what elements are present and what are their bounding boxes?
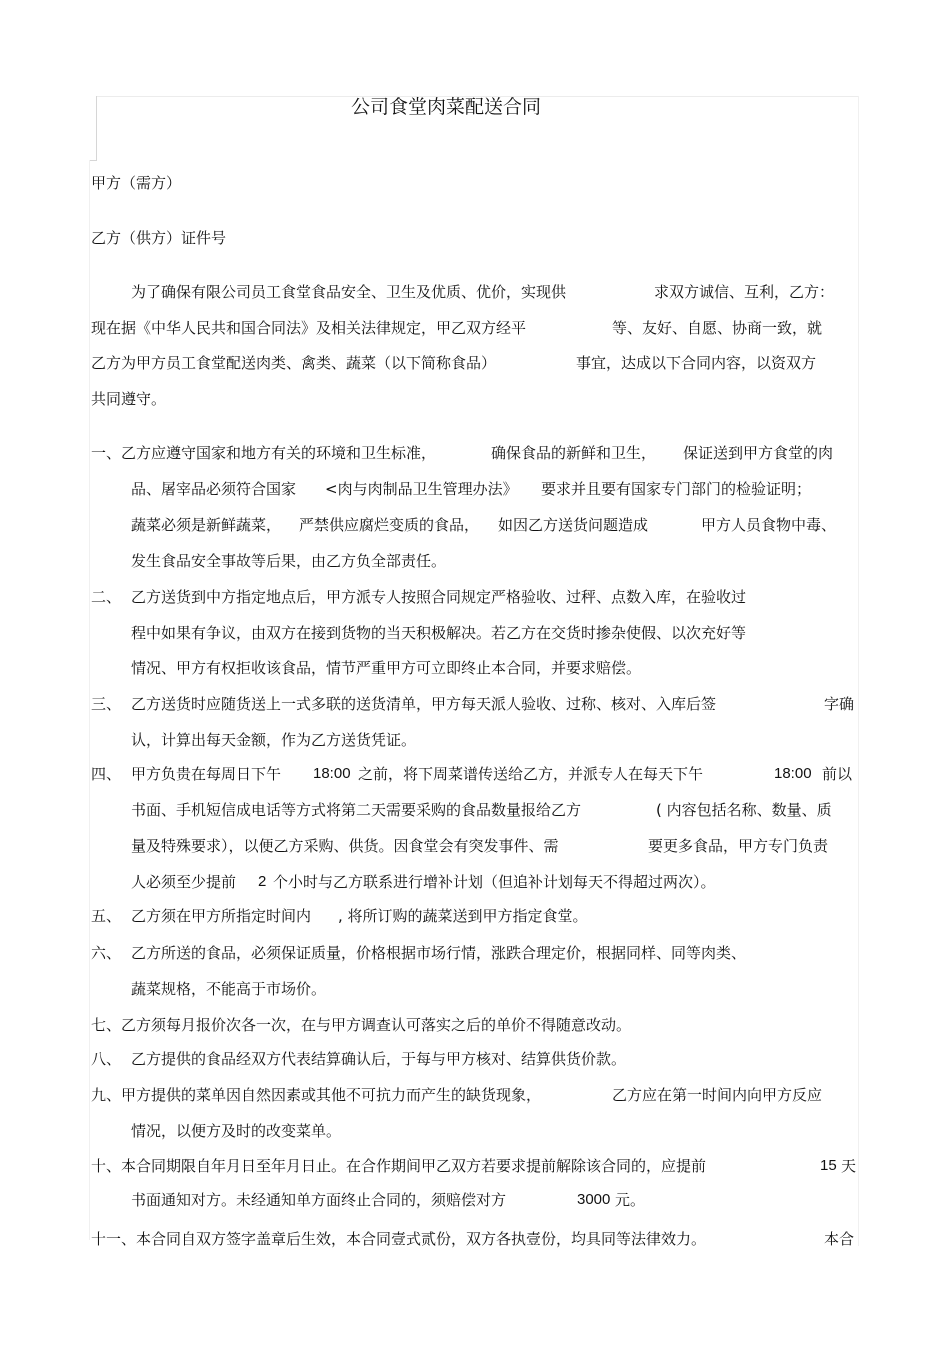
clause-10-days: 15 [820, 1157, 837, 1174]
clause-4-time: 18:00 [313, 765, 351, 782]
document-title: 公司食堂肉菜配送合同 [351, 96, 542, 118]
clause-11-line: 十一、本合同自双方签字盖章后生效，本合同壹式贰份，双方各执壹份，均具同等法律效力。 [91, 1230, 707, 1248]
clause-10-line: 十、本合同期限自年月日至年月日止。在合作期间甲乙双方若要求提前解除该合同的，应提前 [91, 1157, 707, 1175]
clause-4-hours: 2 [258, 873, 267, 890]
clause-number: 二、 [91, 588, 122, 606]
clause-10-amount: 3000 [577, 1191, 611, 1208]
clause-2-line: 程中如果有争议，由双方在接到货物的当天积极解决。若乙方在交货时掺杂使假、以次充好等 [131, 624, 747, 642]
preamble-line: 共同遵守。 [91, 390, 167, 408]
clause-1-line: 确保食品的新鲜和卫生， [491, 444, 657, 462]
clause-9-line: 九、甲方提供的菜单因自然因素或其他不可抗力而产生的缺货现象， [91, 1086, 542, 1104]
clause-4-line: 量及特殊要求），以便乙方采购、供货。因食堂会有突发事件、需 [131, 837, 559, 855]
page-border-right [858, 96, 859, 1246]
clause-11-line: 本合 [824, 1230, 855, 1248]
preamble-line: 事宜，达成以下合同内容，以资双方 [576, 354, 817, 372]
clause-number: 六、 [91, 944, 122, 962]
preamble-line: 为了确保有限公司员工食堂食品安全、卫生及优质、优价，实现供 [131, 283, 567, 301]
page-border-notch [89, 160, 97, 161]
preamble-line: 现在据《中华人民共和国合同法》及相关法律规定，甲乙双方经平 [91, 319, 527, 337]
clause-1-line: 发生食品安全事故等后果，由乙方负全部责任。 [131, 552, 447, 570]
clause-8-line: 乙方提供的食品经双方代表结算确认后，于每与甲方核对、结算供货价款。 [131, 1050, 627, 1068]
clause-1-line: 要求并且要有国家专门部门的检验证明； [541, 480, 812, 498]
preamble-line: 乙方为甲方员工食堂配送肉类、禽类、蔬菜（以下简称食品） [91, 354, 497, 372]
page-border-stub [96, 96, 97, 160]
clause-4-line: 之前，将下周菜谱传送给乙方，并派专人在每天下午 [358, 765, 704, 783]
clause-1-line: 严禁供应腐烂变质的食品， [299, 516, 480, 534]
clause-1-line: 甲方人员食物中毒、 [701, 516, 837, 534]
clause-1-line: 一、乙方应遵守国家和地方有关的环境和卫生标准， [91, 444, 437, 462]
clause-9-line: 情况，以便方及时的改变菜单。 [131, 1122, 342, 1140]
clause-4-line: 书面、手机短信成电话等方式将第二天需要采购的食品数量报给乙方 [131, 801, 582, 819]
clause-number: 四、 [91, 765, 122, 783]
clause-number: 五、 [91, 907, 122, 925]
party-b-label: 乙方（供方）证件号 [91, 229, 227, 247]
preamble-line: 等、友好、自愿、协商一致，就 [612, 319, 823, 337]
clause-3-line: 认，计算出每天金额，作为乙方送货凭证。 [131, 731, 417, 749]
clause-1-line: 品、屠宰品必须符合国家 [131, 480, 297, 498]
clause-10-line: 天 [841, 1157, 857, 1175]
clause-3-line: 乙方送货时应随货送上一式多联的送货清单，甲方每天派人验收、过称、核对、入库后签 [131, 695, 717, 713]
clause-4-line: 甲方负贵在每周日下午 [131, 765, 282, 783]
clause-10-line: 书面通知对方。未经通知单方面终止合同的，须赔偿对方 [131, 1191, 507, 1209]
clause-10-line: 元。 [615, 1191, 646, 1209]
clause-1-line: <肉与肉制品卫生管理办法》 [325, 480, 518, 498]
clause-9-line: 乙方应在第一时间内向甲方反应 [612, 1086, 823, 1104]
clause-1-line: 蔬菜必须是新鲜蔬菜， [131, 516, 282, 534]
clause-5-line: , 将所订购的蔬菜送到甲方指定食堂。 [338, 907, 588, 925]
clause-4-line: 前以 [822, 765, 853, 783]
clause-7-line: 七、乙方须每月报价次各一次，在与甲方调查认可落实之后的单价不得随意改动。 [91, 1016, 632, 1034]
clause-1-line: 如因乙方送货问题造成 [498, 516, 649, 534]
clause-5-line: 乙方须在甲方所指定时间内 [131, 907, 312, 925]
party-a-label: 甲方（需方） [91, 174, 182, 192]
clause-3-line: 字确 [824, 695, 855, 713]
clause-4-line: ( 内容包括名称、数量、质 [656, 801, 832, 819]
page-border-left [89, 160, 90, 1240]
clause-4-line: 人必须至少提前 [131, 873, 237, 891]
clause-6-line: 乙方所送的食品，必须保证质量，价格根据市场行情，涨跌合理定价，根据同样、同等肉类、 [131, 944, 747, 962]
clause-4-line: 个小时与乙方联系进行增补计划（但追补计划每天不得超过两次）。 [273, 873, 716, 891]
clause-1-line: 保证送到甲方食堂的肉 [683, 444, 834, 462]
preamble-line: 求双方诚信、互利，乙方： [654, 283, 835, 301]
clause-4-line: 要更多食品，甲方专门负责 [648, 837, 829, 855]
clause-number: 八、 [91, 1050, 122, 1068]
clause-2-line: 情况、甲方有权拒收该食品，情节严重甲方可立即终止本合同，并要求赔偿。 [131, 659, 642, 677]
clause-2-line: 乙方送货到中方指定地点后，甲方派专人按照合同规定严格验收、过秤、点数入库，在验收过 [131, 588, 747, 606]
clause-4-time: 18:00 [774, 765, 812, 782]
clause-6-line: 蔬菜规格，不能高于市场价。 [131, 980, 327, 998]
clause-number: 三、 [91, 695, 122, 713]
